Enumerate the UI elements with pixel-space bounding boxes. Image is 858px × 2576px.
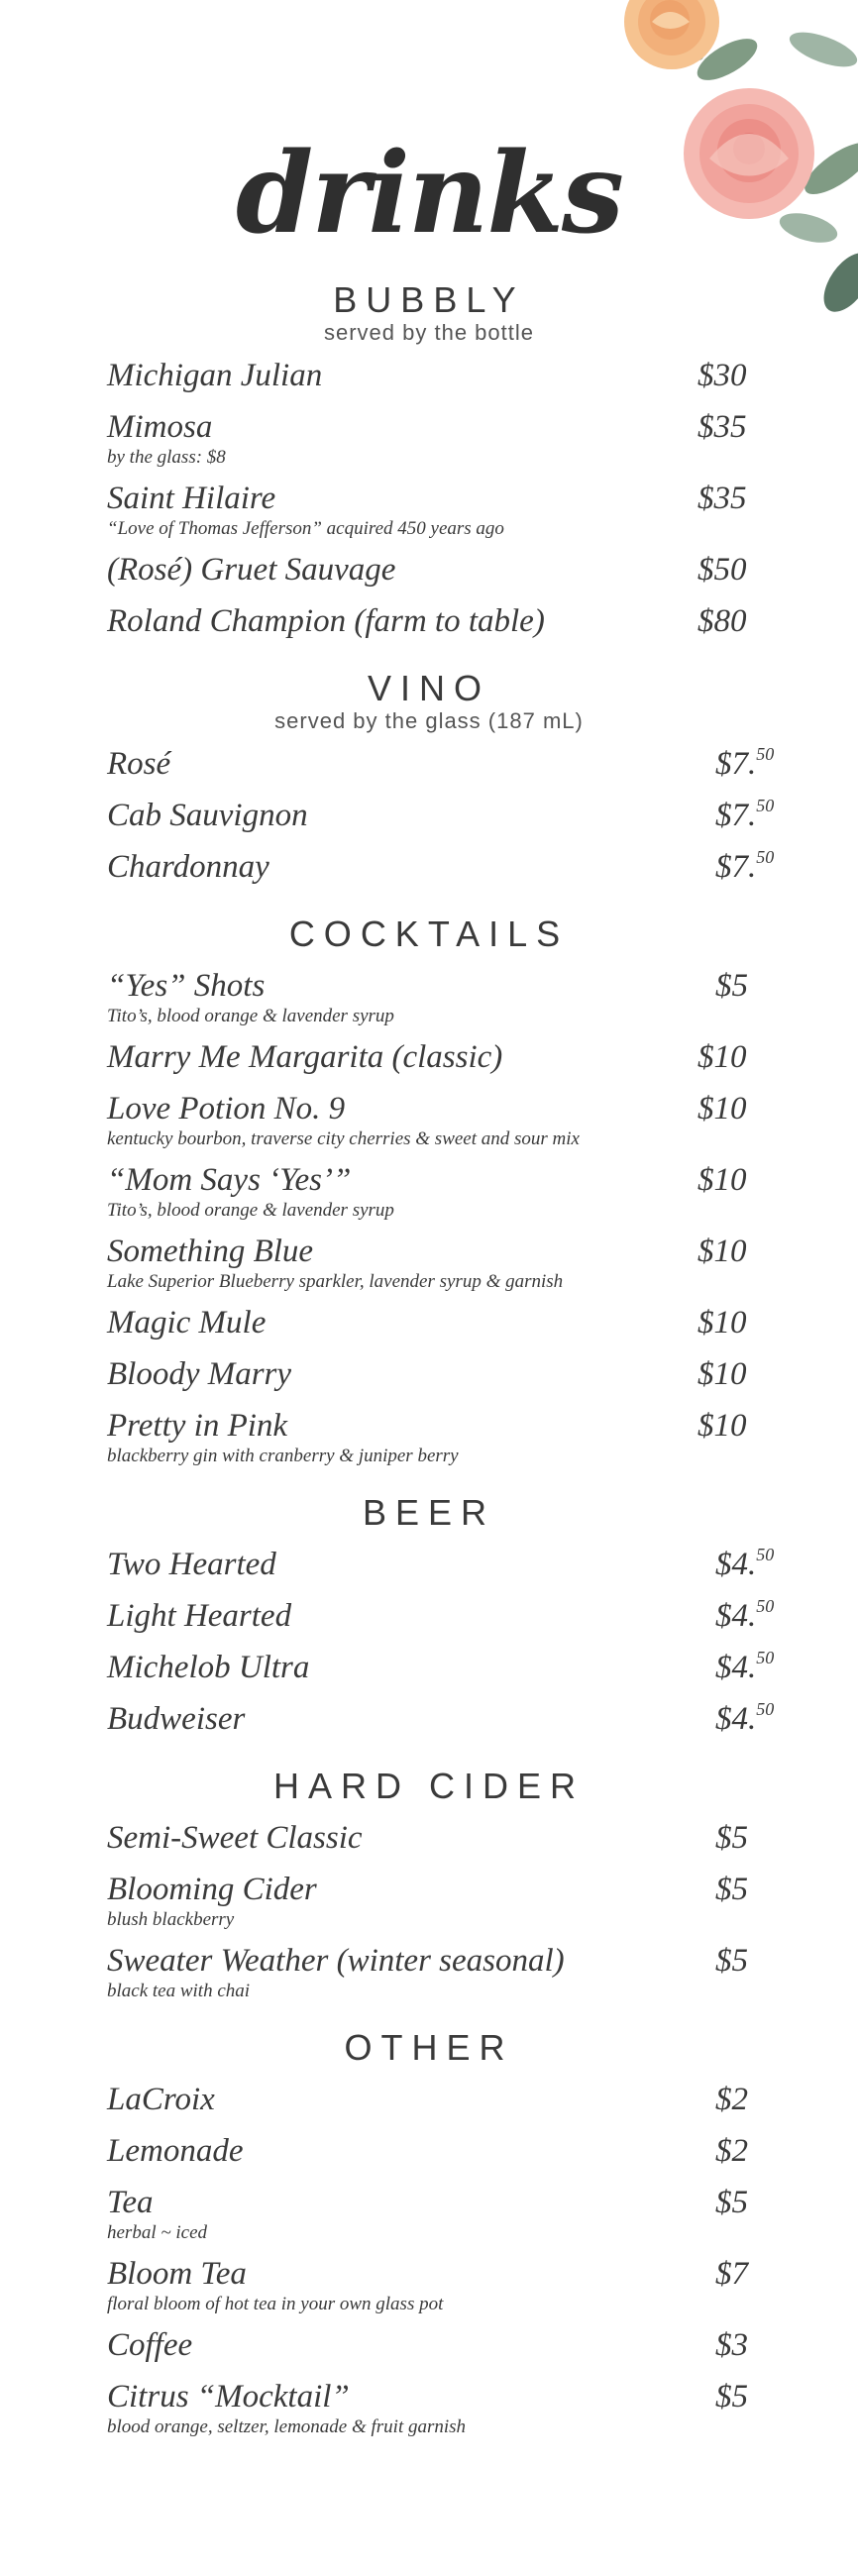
price-cents: 50 — [756, 847, 775, 867]
menu-item — [107, 966, 751, 1027]
item-name: Michelob Ultra — [107, 1650, 310, 1685]
menu-item — [107, 550, 751, 591]
item-price: $4.50 — [715, 1699, 775, 1737]
section-title: VINO — [367, 668, 490, 708]
menu-item — [107, 601, 751, 643]
item-name: Pretty in Pink — [107, 1408, 288, 1444]
item-price: $50 — [697, 552, 747, 588]
item-description: blood orange, seltzer, lemonade & fruit garnish — [107, 2416, 467, 2437]
item-price: $4.50 — [715, 1545, 775, 1582]
item-name: Blooming Cider — [107, 1872, 317, 1907]
item-name: Chardonnay — [107, 849, 269, 885]
menu-item — [107, 847, 775, 889]
menu-item — [107, 356, 751, 397]
item-name: Marry Me Margarita (classic) — [107, 1039, 503, 1075]
item-description: kentucky bourbon, traverse city cherries & sweet and sour mix — [107, 1128, 580, 1149]
item-price: $3 — [715, 2327, 748, 2363]
item-description: “Love of Thomas Jefferson” acquired 450 years ago — [107, 518, 504, 539]
section-header — [107, 1765, 751, 1808]
item-name: Light Hearted — [107, 1598, 292, 1634]
item-name: Saint Hilaire — [107, 481, 276, 516]
price-cents: 50 — [756, 1648, 775, 1667]
item-description: by the glass: $8 — [107, 447, 226, 468]
item-description: Tito’s, blood orange & lavender syrup — [107, 1200, 394, 1221]
menu-item — [107, 1160, 751, 1222]
menu-list — [0, 272, 858, 2438]
menu-item — [107, 1870, 751, 1931]
item-name: Two Hearted — [107, 1547, 276, 1582]
item-description: black tea with chai — [107, 1981, 251, 2001]
section-title: COCKTAILS — [288, 913, 570, 954]
section-vino — [0, 667, 858, 889]
menu-item — [107, 1648, 775, 1689]
item-price: $10 — [697, 1162, 747, 1198]
item-name: Bloody Marry — [107, 1356, 292, 1392]
item-price: $35 — [697, 481, 747, 516]
item-price: $5 — [715, 1820, 748, 1856]
menu-item — [107, 1089, 751, 1150]
item-price: $10 — [697, 1356, 747, 1392]
item-price: $35 — [697, 409, 747, 445]
section-beer — [0, 1491, 858, 1741]
price-cents: 50 — [756, 796, 775, 815]
section-header — [107, 667, 751, 734]
section-header — [107, 278, 751, 346]
item-price: $5 — [715, 1872, 748, 1907]
item-description: floral bloom of hot tea in your own glass pot — [107, 2294, 444, 2314]
menu-item — [107, 1232, 751, 1293]
menu-item — [107, 1818, 751, 1860]
item-description: blush blackberry — [107, 1909, 235, 1930]
item-name: Something Blue — [107, 1234, 314, 1269]
item-name: Semi-Sweet Classic — [107, 1820, 363, 1856]
item-name: LaCroix — [107, 2082, 215, 2117]
item-price: $10 — [697, 1091, 747, 1127]
menu-item — [107, 1354, 751, 1396]
menu-item — [107, 1303, 751, 1344]
section-header — [107, 2026, 751, 2070]
price-cents: 50 — [756, 1699, 775, 1719]
item-name: “Mom Says ‘Yes’” — [107, 1162, 352, 1198]
menu-item — [107, 796, 775, 837]
menu-item — [107, 2254, 751, 2315]
menu-item — [107, 1699, 775, 1741]
menu-item — [107, 1545, 775, 1586]
item-description: Lake Superior Blueberry sparkler, lavender syrup & garnish — [107, 1271, 564, 1292]
menu-item — [107, 479, 751, 540]
item-name: Rosé — [107, 746, 171, 782]
item-price: $4.50 — [715, 1648, 775, 1685]
item-price: $80 — [697, 603, 747, 639]
section-subtitle: served by the bottle — [323, 320, 534, 345]
item-price: $5 — [715, 2379, 748, 2415]
page-title: drinks — [236, 129, 622, 259]
menu-item — [107, 2325, 751, 2367]
item-description: Tito’s, blood orange & lavender syrup — [107, 1006, 394, 1026]
item-name: Coffee — [107, 2327, 193, 2363]
menu-item — [107, 2183, 751, 2244]
menu-item — [107, 1406, 751, 1467]
section-bubbly — [0, 278, 858, 643]
section-title: BUBBLY — [333, 279, 525, 320]
item-name: Budweiser — [107, 1701, 246, 1737]
item-price: $5 — [715, 968, 748, 1004]
item-price: $7.50 — [715, 744, 775, 782]
menu-item — [107, 744, 775, 786]
item-price: $5 — [715, 1943, 748, 1979]
item-description: blackberry gin with cranberry & juniper berry — [107, 1446, 459, 1466]
item-name: Citrus “Mocktail” — [107, 2379, 350, 2415]
peach-rose-icon — [624, 0, 719, 69]
item-name: Bloom Tea — [107, 2256, 247, 2292]
item-name: Tea — [107, 2185, 154, 2220]
item-price: $7.50 — [715, 796, 775, 833]
item-price: $7.50 — [715, 847, 775, 885]
price-cents: 50 — [756, 1596, 775, 1616]
item-name: Mimosa — [107, 409, 213, 445]
item-price: $7 — [715, 2256, 748, 2292]
item-name: “Yes” Shots — [107, 968, 266, 1004]
menu-item — [107, 1596, 775, 1638]
section-title: BEER — [362, 1492, 496, 1533]
item-price: $10 — [697, 1234, 747, 1269]
section-header — [107, 912, 751, 956]
section-subtitle: served by the glass (187 mL) — [274, 708, 584, 733]
price-cents: 50 — [756, 1545, 775, 1564]
menu-item — [107, 407, 751, 469]
item-price: $2 — [715, 2133, 748, 2169]
menu-item — [107, 1037, 751, 1079]
item-name: Cab Sauvignon — [107, 798, 308, 833]
menu-item — [107, 2080, 751, 2121]
menu-item — [107, 2131, 751, 2173]
section-other — [0, 2026, 858, 2438]
item-price: $30 — [697, 358, 747, 393]
item-price: $4.50 — [715, 1596, 775, 1634]
item-name: Roland Champion (farm to table) — [107, 603, 545, 639]
item-name: (Rosé) Gruet Sauvage — [107, 552, 396, 588]
section-title: OTHER — [344, 2027, 514, 2068]
item-name: Love Potion No. 9 — [107, 1091, 346, 1127]
item-name: Michigan Julian — [107, 358, 323, 393]
item-price: $10 — [697, 1305, 747, 1341]
section-cocktails — [0, 912, 858, 1467]
item-price: $5 — [715, 2185, 748, 2220]
section-hard-cider — [0, 1765, 858, 2002]
item-name: Magic Mule — [107, 1305, 267, 1341]
section-title: HARD CIDER — [272, 1766, 585, 1806]
item-name: Lemonade — [107, 2133, 244, 2169]
item-price: $10 — [697, 1039, 747, 1075]
section-header — [107, 1491, 751, 1535]
menu-item — [107, 1941, 751, 2002]
item-description: herbal ~ iced — [107, 2222, 208, 2243]
menu-item — [107, 2377, 751, 2438]
item-price: $10 — [697, 1408, 747, 1444]
price-cents: 50 — [756, 744, 775, 764]
item-name: Sweater Weather (winter seasonal) — [107, 1943, 565, 1979]
item-price: $2 — [715, 2082, 748, 2117]
